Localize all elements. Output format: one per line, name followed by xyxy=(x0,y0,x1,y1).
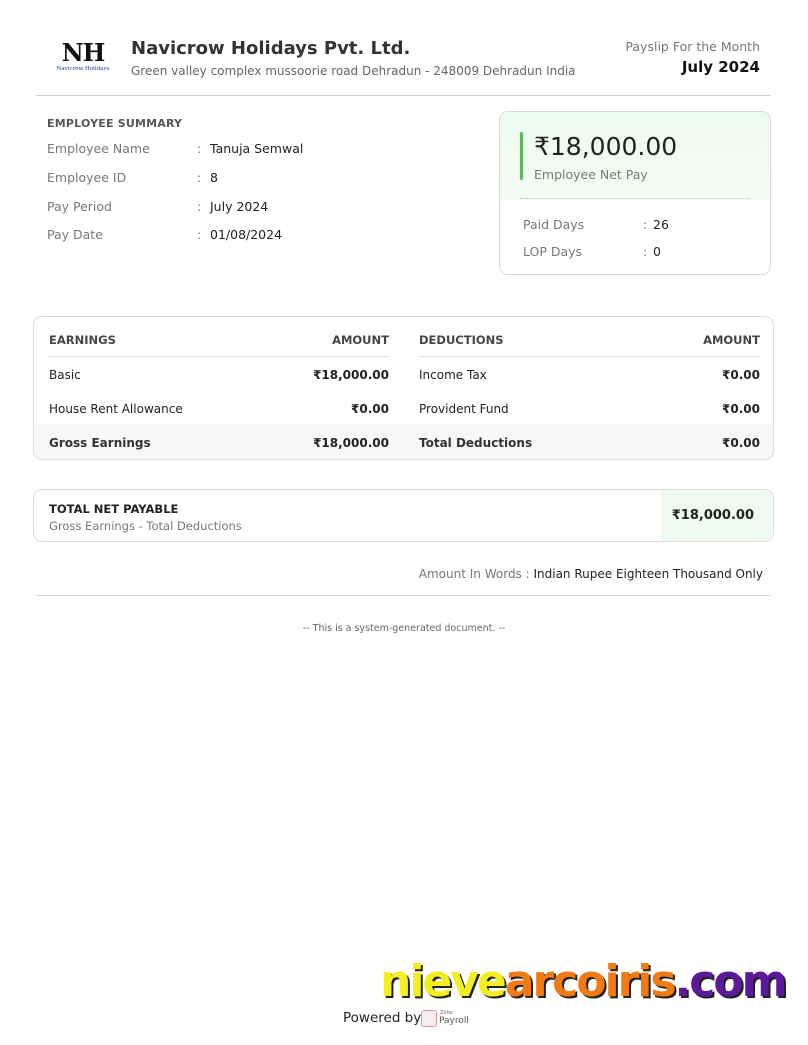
gross-earnings-label: Gross Earnings xyxy=(49,436,151,450)
paid-days-value: 26 xyxy=(653,217,669,232)
company-address: Green valley complex mussoorie road Dehradun - 248009 Dehradun India xyxy=(131,64,576,78)
summary-separator: : xyxy=(197,227,202,242)
amount-in-words-separator: : xyxy=(521,567,534,581)
earnings-row xyxy=(49,368,389,386)
summary-row-employee-id xyxy=(47,170,467,188)
deduction-name: Income Tax xyxy=(419,368,487,382)
summary-label: Pay Date xyxy=(47,227,103,242)
earning-name: Basic xyxy=(49,368,81,382)
deduction-amount: ₹0.00 xyxy=(722,402,760,416)
total-deductions-row xyxy=(419,436,760,454)
summary-label: Employee Name xyxy=(47,141,150,156)
amount-in-words-label: Amount In Words xyxy=(418,567,522,581)
total-deductions-amount: ₹0.00 xyxy=(722,436,760,450)
payslip-month-label: Payslip For the Month xyxy=(625,39,760,54)
earnings-header-divider xyxy=(49,356,389,357)
total-deductions-label: Total Deductions xyxy=(419,436,533,450)
footer-divider xyxy=(35,595,771,596)
deduction-name: Provident Fund xyxy=(419,402,509,416)
watermark-part-3: .com xyxy=(674,956,786,1007)
powered-by-text: Powered by xyxy=(343,1010,422,1026)
summary-value: Tanuja Semwal xyxy=(210,141,304,156)
net-payable-amount: ₹18,000.00 xyxy=(671,508,754,523)
earning-amount: ₹0.00 xyxy=(351,402,389,416)
zoho-label: Zoho xyxy=(440,1010,453,1016)
earnings-amount-header: AMOUNT xyxy=(332,333,389,347)
earnings-column xyxy=(49,317,389,459)
gross-earnings-row xyxy=(49,436,389,454)
lop-days-value: 0 xyxy=(653,244,661,259)
summary-value: July 2024 xyxy=(210,199,269,214)
earning-amount: ₹18,000.00 xyxy=(313,368,389,382)
net-pay-accent-bar xyxy=(520,132,523,180)
deductions-column xyxy=(419,317,760,459)
summary-row-pay-date xyxy=(47,227,467,245)
total-net-payable-title: TOTAL NET PAYABLE xyxy=(49,502,179,516)
summary-separator: : xyxy=(197,170,202,185)
payslip-header xyxy=(36,30,771,96)
net-pay-card xyxy=(499,111,771,275)
amount-in-words-value: Indian Rupee Eighteen Thousand Only xyxy=(533,567,763,581)
lop-days-label: LOP Days xyxy=(523,244,583,259)
system-generated-note: -- This is a system-generated document. -- xyxy=(302,623,506,634)
deductions-header-divider xyxy=(419,356,760,357)
summary-label: Employee ID xyxy=(47,170,127,185)
zoho-payroll-logo xyxy=(419,1009,467,1029)
deductions-row xyxy=(419,368,760,386)
deductions-header: DEDUCTIONS xyxy=(419,333,504,347)
summary-separator: : xyxy=(197,141,202,156)
payroll-label: Payroll xyxy=(439,1016,469,1026)
earnings-deductions-table xyxy=(33,316,774,460)
summary-value: 8 xyxy=(210,170,218,185)
net-pay-label: Employee Net Pay xyxy=(534,167,648,182)
net-pay-amount: ₹18,000.00 xyxy=(534,132,678,161)
summary-row-pay-period xyxy=(47,199,467,217)
summary-row-employee-name xyxy=(47,141,467,159)
watermark-text xyxy=(380,955,785,1009)
payslip-month: July 2024 xyxy=(681,58,760,76)
summary-value: 01/08/2024 xyxy=(210,227,283,242)
logo-initials: NH xyxy=(61,38,105,67)
watermark-part-2: arcoiris xyxy=(504,956,675,1007)
paid-days-label: Paid Days xyxy=(523,217,585,232)
earning-name: House Rent Allowance xyxy=(49,402,183,416)
zoho-payroll-icon xyxy=(421,1010,437,1027)
total-net-payable-formula: Gross Earnings - Total Deductions xyxy=(49,519,242,533)
deductions-amount-header: AMOUNT xyxy=(703,333,760,347)
earnings-row xyxy=(49,402,389,420)
net-pay-divider xyxy=(520,198,750,199)
watermark-part-1: nieve xyxy=(380,956,505,1007)
earnings-header: EARNINGS xyxy=(49,333,116,347)
company-logo xyxy=(52,40,114,76)
total-net-payable-card xyxy=(33,489,774,542)
deductions-row xyxy=(419,402,760,420)
separator: : xyxy=(643,244,648,259)
summary-label: Pay Period xyxy=(47,199,112,214)
deduction-amount: ₹0.00 xyxy=(722,368,760,382)
amount-in-words xyxy=(419,567,763,581)
employee-summary-title: EMPLOYEE SUMMARY xyxy=(47,117,183,130)
logo-subtitle: Navicrow Holidays xyxy=(56,66,110,72)
company-name: Navicrow Holidays Pvt. Ltd. xyxy=(131,38,411,59)
separator: : xyxy=(643,217,648,232)
summary-separator: : xyxy=(197,199,202,214)
gross-earnings-amount: ₹18,000.00 xyxy=(313,436,389,450)
